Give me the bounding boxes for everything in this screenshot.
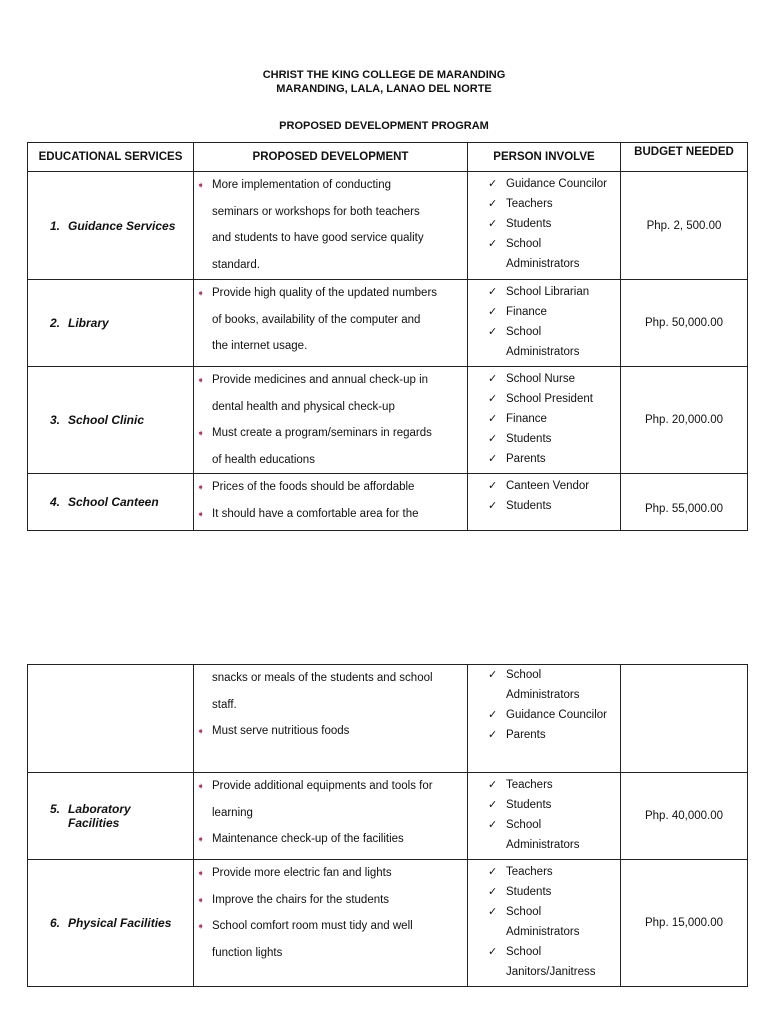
budget-cell (621, 665, 748, 773)
budget-cell: Php. 50,000.00 (621, 280, 748, 367)
checkmark-icon: ✓ (488, 306, 498, 318)
list-item: ✓ Students (506, 496, 616, 516)
list-item: ➧ It should have a comfortable area for the (212, 501, 463, 528)
checkmark-icon: ✓ (488, 198, 498, 210)
list-item: ✓ Teachers (506, 775, 616, 795)
list-item: function lights (212, 946, 283, 959)
list-item: ➧ Provide medicines and annual check-up in (212, 367, 463, 394)
list-item: Janitors/Janitress (506, 966, 596, 978)
list-item: ✓ School (506, 234, 616, 254)
development-cell (194, 860, 468, 987)
checkmark-icon: ✓ (488, 373, 498, 385)
checkmark-icon: ✓ (488, 886, 498, 898)
list-item: ➧ Must create a program/seminars in regards (212, 420, 463, 447)
list-item: and students to have good service quality (212, 232, 424, 244)
table-row (28, 773, 748, 860)
list-item: ➧ Improve the chairs for the students (212, 887, 463, 914)
program-table-page2 (27, 664, 748, 987)
development-cell (194, 280, 468, 367)
list-item: ✓ School Librarian (506, 282, 616, 302)
arrow-bullet-icon: ➧ (197, 868, 205, 878)
list-item: ✓ School Nurse (506, 369, 616, 389)
list-item: ➧ School comfort room must tidy and well (212, 913, 463, 940)
development-cell (194, 474, 468, 531)
persons-cell (468, 367, 621, 474)
arrow-bullet-icon: ➧ (197, 781, 205, 791)
checkmark-icon: ✓ (488, 286, 498, 298)
list-item: snacks or meals of the students and school (212, 672, 433, 684)
arrow-bullet-icon: ➧ (197, 288, 205, 298)
checkmark-icon: ✓ (488, 669, 498, 681)
checkmark-icon: ✓ (488, 433, 498, 445)
list-item: learning (212, 806, 253, 819)
checkmark-icon: ✓ (488, 393, 498, 405)
arrow-bullet-icon: ➧ (197, 894, 205, 905)
checkmark-icon: ✓ (488, 799, 498, 811)
col-header-persons: PERSON INVOLVE (468, 143, 621, 172)
list-item: seminars or workshops for both teachers (212, 205, 420, 218)
persons-cell (468, 665, 621, 773)
checkmark-icon: ✓ (488, 218, 498, 230)
document-title: PROPOSED DEVELOPMENT PROGRAM (279, 120, 489, 132)
checkmark-icon: ✓ (488, 906, 498, 918)
list-item: ✓ Finance (506, 409, 616, 429)
persons-cell (468, 474, 621, 531)
list-item: ➧ Must serve nutritious foods (212, 718, 463, 745)
list-item: of health educations (212, 453, 315, 466)
checkmark-icon: ✓ (488, 480, 498, 492)
list-item: standard. (212, 258, 260, 271)
table-row (28, 367, 748, 474)
arrow-bullet-icon: ➧ (197, 482, 205, 492)
col-header-services: EDUCATIONAL SERVICES (28, 143, 194, 172)
list-item: ➧ Provide high quality of the updated numbers (212, 280, 463, 307)
list-item: ✓ School (506, 902, 616, 922)
service-cell: 4. School Canteen (28, 474, 194, 531)
list-item: dental health and physical check-up (212, 400, 395, 413)
arrow-bullet-icon: ➧ (197, 834, 205, 844)
list-item: ✓ Parents (506, 725, 616, 745)
service-cell (28, 665, 194, 773)
list-item: ✓ School (506, 322, 616, 342)
checkmark-icon: ✓ (488, 729, 498, 741)
list-item: ✓ Students (506, 214, 616, 234)
col-header-budget: BUDGET NEEDED (621, 143, 748, 172)
list-item: Administrators (506, 346, 580, 358)
col-header-development: PROPOSED DEVELOPMENT (194, 143, 468, 172)
list-item: Administrators (506, 258, 580, 270)
persons-cell (468, 172, 621, 280)
list-item: ✓ Canteen Vendor (506, 476, 616, 496)
budget-cell: Php. 20,000.00 (621, 367, 748, 474)
list-item: ✓ Teachers (506, 862, 616, 882)
budget-cell: Php. 15,000.00 (621, 860, 748, 987)
checkmark-icon: ✓ (488, 413, 498, 425)
arrow-bullet-icon: ➧ (197, 508, 205, 519)
service-cell: 6. Physical Facilities (28, 860, 194, 987)
list-item: of books, availability of the computer and (212, 313, 421, 326)
checkmark-icon: ✓ (488, 326, 498, 338)
list-item: ✓ School (506, 665, 616, 685)
arrow-bullet-icon: ➧ (197, 180, 205, 190)
school-name: CHRIST THE KING COLLEGE DE MARANDING (262, 69, 506, 81)
school-address: MARANDING, LALA, LANAO DEL NORTE (276, 83, 492, 95)
service-cell: 3. School Clinic (28, 367, 194, 474)
list-item: Administrators (506, 926, 580, 938)
program-table-page1 (27, 142, 748, 531)
development-cell (194, 172, 468, 280)
service-cell: 2. Library (28, 280, 194, 367)
persons-cell (468, 280, 621, 367)
service-cell: 5. Laboratory Facilities (28, 773, 194, 860)
checkmark-icon: ✓ (488, 500, 498, 512)
arrow-bullet-icon: ➧ (197, 726, 205, 736)
checkmark-icon: ✓ (488, 453, 498, 465)
list-item: ✓ School (506, 942, 616, 962)
list-item: ✓ Guidance Councilor (506, 174, 616, 194)
table-row (28, 474, 748, 531)
table-row (28, 280, 748, 367)
list-item: ➧ Provide additional equipments and tools for (212, 773, 463, 800)
table-header-row (28, 143, 748, 172)
list-item: Administrators (506, 839, 580, 851)
list-item: ➧ Provide more electric fan and lights (212, 860, 463, 887)
persons-cell (468, 860, 621, 987)
list-item: ➧ Prices of the foods should be affordable (212, 474, 463, 501)
list-item: the internet usage. (212, 340, 308, 352)
persons-cell (468, 773, 621, 860)
development-cell (194, 367, 468, 474)
table-row (28, 665, 748, 773)
table-row (28, 860, 748, 987)
arrow-bullet-icon: ➧ (197, 921, 205, 931)
list-item: ➧ More implementation of conducting (212, 172, 463, 199)
development-cell (194, 773, 468, 860)
list-item: ✓ Teachers (506, 194, 616, 214)
list-item: ✓ Finance (506, 302, 616, 322)
service-cell: 1. Guidance Services (28, 172, 194, 280)
list-item: ✓ Guidance Councilor (506, 705, 616, 725)
list-item: Administrators (506, 689, 580, 701)
checkmark-icon: ✓ (488, 178, 498, 190)
table-row (28, 172, 748, 280)
budget-cell: Php. 40,000.00 (621, 773, 748, 860)
list-item: ✓ Students (506, 429, 616, 449)
checkmark-icon: ✓ (488, 866, 498, 878)
list-item: ✓ School President (506, 389, 616, 409)
list-item: ✓ Students (506, 882, 616, 902)
list-item: ✓ Students (506, 795, 616, 815)
arrow-bullet-icon: ➧ (197, 428, 205, 438)
checkmark-icon: ✓ (488, 779, 498, 791)
arrow-bullet-icon: ➧ (197, 375, 205, 385)
development-cell (194, 665, 468, 773)
budget-cell: Php. 2, 500.00 (621, 172, 748, 280)
budget-cell: Php. 55,000.00 (621, 474, 748, 531)
list-item: ✓ Parents (506, 449, 616, 469)
list-item: staff. (212, 698, 237, 711)
checkmark-icon: ✓ (488, 238, 498, 250)
checkmark-icon: ✓ (488, 709, 498, 721)
checkmark-icon: ✓ (488, 946, 498, 958)
list-item: ➧ Maintenance check-up of the facilities (212, 826, 463, 853)
list-item: ✓ School (506, 815, 616, 835)
checkmark-icon: ✓ (488, 819, 498, 831)
